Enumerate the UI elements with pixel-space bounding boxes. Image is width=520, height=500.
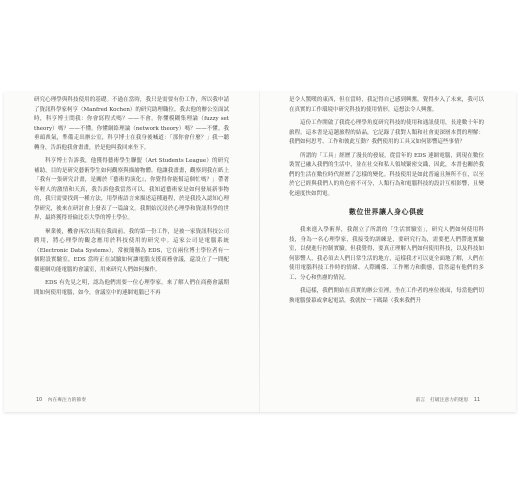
right-page-number: 11	[473, 398, 480, 403]
left-paragraph-1: 研究心理學與科技使用的基礎。不過在當時，我只是需要有份工作，所以我申請了資訊科學家柯亨（Manfred Kochen）的研究助理職位。我去他的辦公室面試時，科亨博士問我：你會寫程式嗎？——不會。你懂模糊集理論（fuzzy set theory）嗎？——不懂。你懂網絡理論（network theory）嗎？——不懂。我垂頭喪氣，準備走出辦公室，科亨博士在我身後喊道：「那你會什麼？」我一聽轉身，告訴他我會畫畫，於是他叫我回來坐下。	[34, 97, 229, 151]
right-paragraph-3: 所謂的「工具」經歷了漫長的發展，從當年的 EDS 連網電腦，到現在數位裝置已融入我們的生活中，並在社交和私人領域緊密交織，因此，本書也關於我們的生活在數位時代經歷了怎樣的變化。科技使用是如此普遍且無所不在，以至於它已經與我們人的角色密不可分，人類行為和電腦科技的設計互相影響，且變化速度快如閃電。	[289, 152, 484, 197]
right-paragraph-2: 這份工作開啟了我從心理學角度研究科技的使用和通訊使用，長達數十年的旅程。這本書是這趟旅程的結晶，它記錄了我對人類和社會更深層本質的理解：我們如何思考、工作和彼此互動？我們使用的工具又如何影響這些事情？	[289, 120, 484, 145]
right-paragraph-4: 我來進入學術界，我創立了所謂的「生活實驗室」，研究人們如何使用科技，身為一名心理學家，我接受的訓練是，要研究行為，需要把人們帶進實驗室，以便進行控制實驗。但我覺得，要真正理解人們如何使用科技，以及科技如何影響人，我必須去人們日常生活的地方，這樣我才可以更全面地了解，人們在使用電腦科技工作時的情緒、人際關係、工作壓力和動態，當然還有他們的多工、分心和焦慮的情況。	[289, 227, 484, 281]
right-running-title: 前言 打破注意力的迷思	[415, 398, 469, 403]
section-heading: 數位世界讓人身心俱疲	[349, 207, 424, 216]
right-paragraph-1: 是令人驚嘆的東西，但在當時，我記得自己感到興奮，覺得步入了未來，我可以在真實的工作環境中研究科技的使用情形，這想法令人興奮。	[289, 97, 484, 113]
book-gutter	[259, 92, 260, 412]
left-paragraph-3: 畢業後，機會再次出現在我面前，我的第一份工作，是被一家資訊科技公司聘用，將心理學的觀念應用於科技使用的研究中。這家公司是電腦系統（Electronic Data Systems），常被簡稱為 EDS，它在兩位博士學位者有一個附設實驗室，EDS 當時正在試驗如何讓電腦支援商務會議，還設立了一間配備連網功能電腦的會議室，用來研究人們如何操作。	[34, 228, 229, 273]
right-page-footer	[416, 396, 484, 403]
left-page	[34, 96, 229, 302]
left-page-footer	[32, 396, 86, 403]
left-paragraph-2: 科亨博士告訴我，他獲得藝術學生聯盟（Art Students League）的研究補助，目的是研究藝術學生如何觀察與描繪物體。他讓我畫畫，觀察到我在紙上「我有一張研究計畫，是關於『藝術的演化』，你覺得你能幫這個忙嗎？」帶著年輕人的激情和天真，我告訴他我當然可以。我知道藝術家是如何發展新事物的，我只需要找到一種方法，用學術語言來描述這種過程，於是我投入認知心理學研究，後來在研討會上發表了一篇論文。我開始沉浸於心理學和資訊科學的世界，最終獲得哥倫比亞大學的博士學位。	[34, 158, 229, 221]
left-paragraph-4: EDS 有先見之明，認為他們需要一位心理學家，來了解人們在商務會議期間如何使用電腦，如今，會議室中的連網電腦已不再	[34, 280, 229, 296]
right-paragraph-5: 我這樣，我們開始在真實的辦公室裡，坐在工作者的座位後面，每當他們切換電腦螢幕或拿起電話，我就按一下碼錶（我來我們升	[289, 288, 484, 304]
left-running-title: 內在專注力的節奏	[47, 398, 87, 403]
left-page-number: 10	[36, 398, 43, 403]
right-page	[289, 96, 484, 310]
